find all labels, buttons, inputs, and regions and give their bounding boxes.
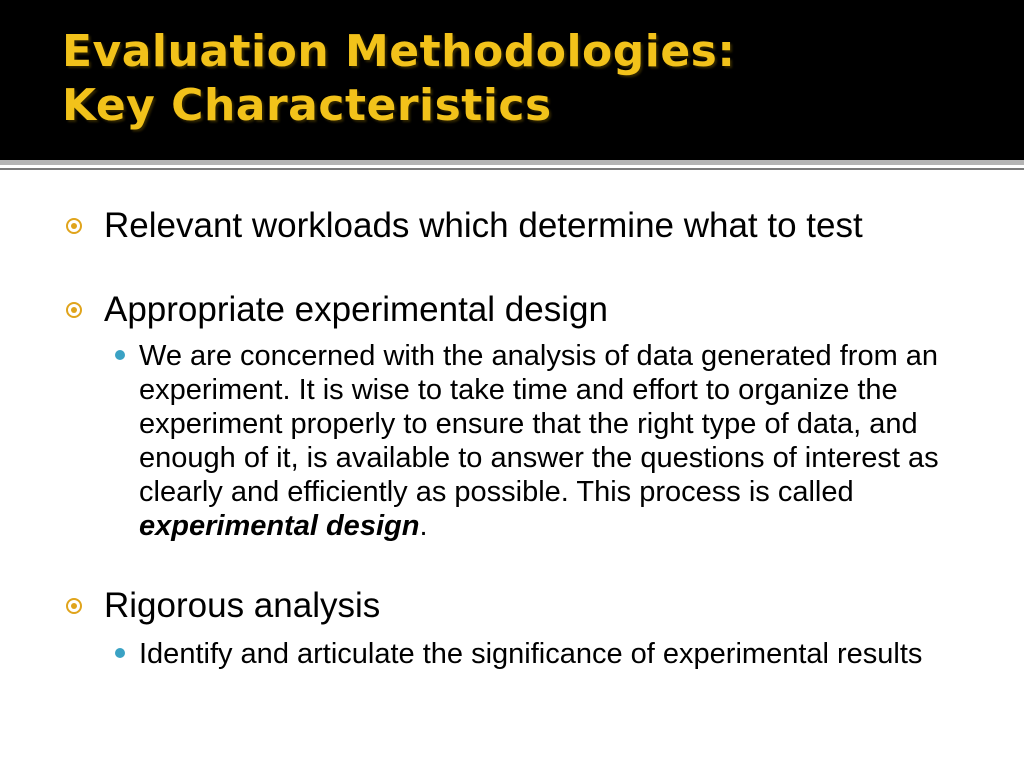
filled-circle-bullet-icon	[115, 350, 125, 360]
circled-dot-bullet-icon	[66, 302, 82, 318]
bullet-rigorous-analysis	[104, 585, 964, 627]
circled-dot-bullet-icon	[66, 218, 82, 234]
bullet-experimental-design	[104, 289, 964, 331]
sub-bullet-significance	[139, 637, 959, 671]
sub-bullet-text-end: .	[419, 510, 428, 542]
bullet-relevant-workloads	[104, 205, 964, 247]
filled-circle-bullet-icon	[115, 648, 125, 658]
emphasis-term: experimental design	[139, 510, 420, 542]
bullet-text: Rigorous analysis	[104, 586, 381, 625]
sub-bullet-text: We are concerned with the analysis of data generated from an experiment. It is wise to take time and effort to organize the experiment properly to ensure that the right type of data, and enough of it, is available to answer the questions of interest as clearly and efficiently as possible. This process is called	[139, 340, 939, 508]
sub-bullet-experiment-description	[139, 339, 959, 543]
title-line-1: Evaluation Methodologies:	[62, 26, 736, 77]
bullet-text: Appropriate experimental design	[104, 290, 608, 329]
sub-bullet-text: Identify and articulate the significance of experimental results	[139, 638, 923, 670]
circled-dot-bullet-icon	[66, 598, 82, 614]
bullet-text: Relevant workloads which determine what to test	[104, 206, 863, 245]
title-line-2: Key Characteristics	[62, 80, 552, 131]
